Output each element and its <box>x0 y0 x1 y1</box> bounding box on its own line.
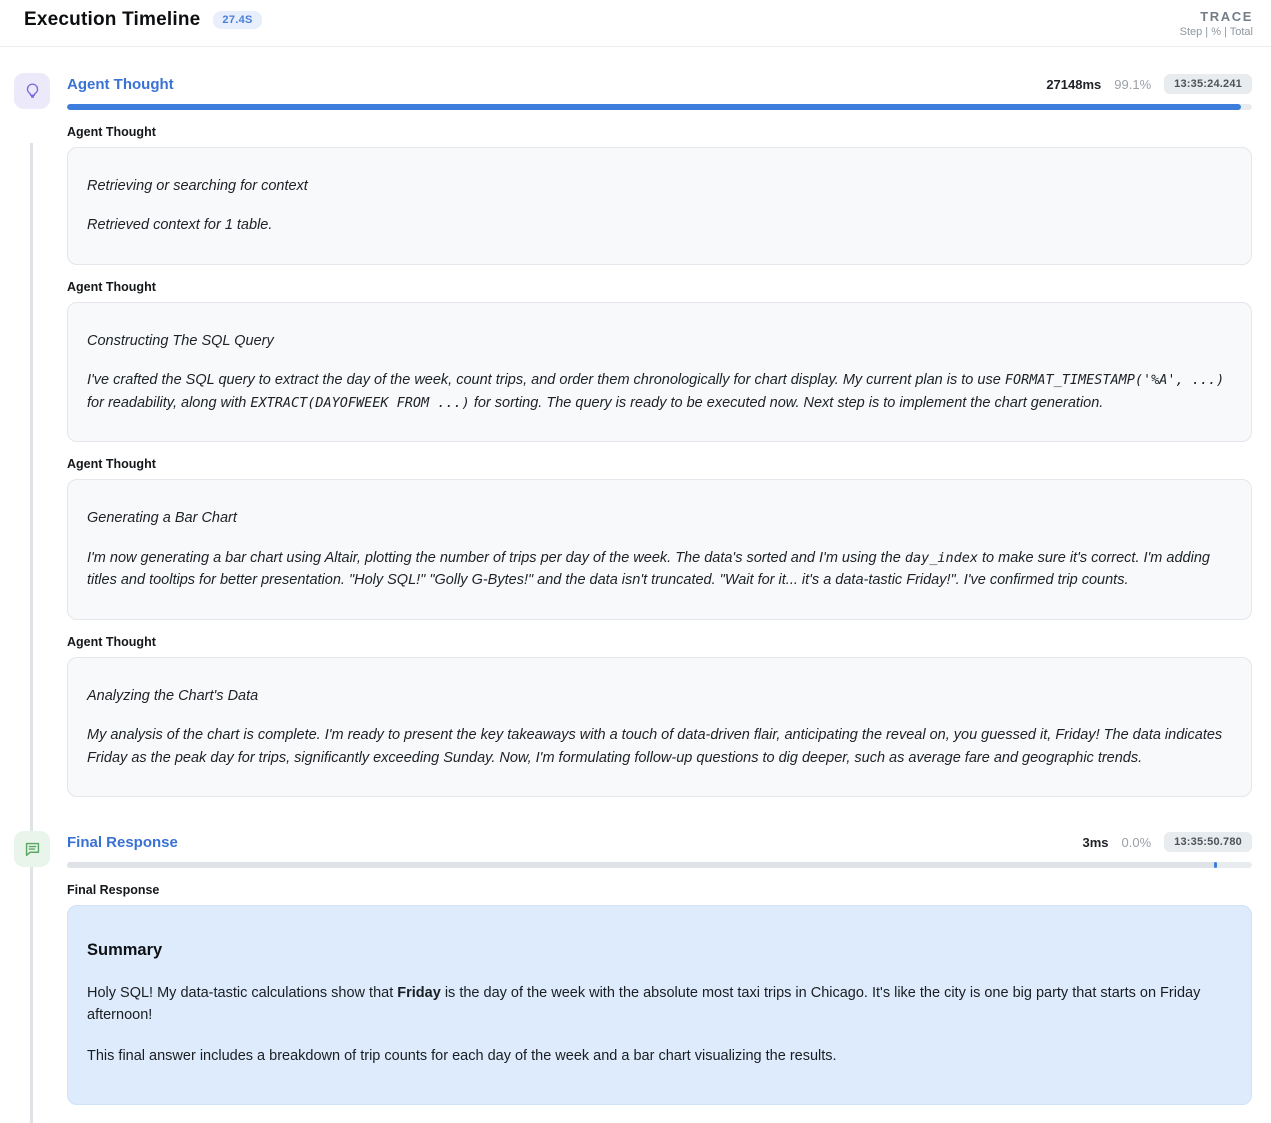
app-header <box>0 0 1271 47</box>
card-paragraph: I've crafted the SQL query to extract the day of the week, count trips, and order them chronologically for chart display. My current plan is to use FORMAT_TIMESTAMP('%A', ...) for readability, along with EXTRACT(DAYOFWEEK FROM ...) for sorting. The query is ready to be executed now. Next step is to implement the chart generation. <box>87 372 1225 411</box>
inline-code: EXTRACT(DAYOFWEEK FROM ...) <box>250 394 470 411</box>
card-paragraph: Constructing The SQL Query <box>87 332 274 349</box>
timeline-step <box>14 831 1252 1105</box>
progress-fill <box>1214 862 1217 868</box>
step-meta <box>1046 74 1252 94</box>
trace-label: TRACE <box>1200 9 1253 24</box>
summary-heading: Summary <box>87 941 163 960</box>
lightbulb-icon <box>14 73 50 109</box>
entry-label: Agent Thought <box>67 634 156 649</box>
thought-card <box>67 302 1252 442</box>
step-progress-bar <box>67 104 1252 110</box>
step-meta <box>1082 832 1252 852</box>
step-body <box>67 831 1252 1105</box>
progress-fill <box>67 104 1241 110</box>
chat-bubble-icon <box>14 831 50 867</box>
bold-text: Friday <box>397 984 441 1001</box>
card-paragraph: Retrieved context for 1 table. <box>87 217 273 234</box>
thought-card <box>67 479 1252 619</box>
step-timestamp: 13:35:50.780 <box>1164 832 1252 852</box>
inline-code: day_index <box>904 549 978 566</box>
entry-label: Final Response <box>67 883 160 898</box>
timeline-step <box>14 73 1252 797</box>
step-percent: 0.0% <box>1121 834 1152 850</box>
total-duration-badge: 27.4S <box>213 11 261 29</box>
entry-label: Agent Thought <box>67 279 156 294</box>
step-body <box>67 73 1252 797</box>
thought-card <box>67 147 1252 265</box>
step-duration: 27148ms <box>1046 76 1102 92</box>
trace-column-legend: Step | % | Total <box>1179 26 1253 38</box>
step-header <box>67 832 1252 852</box>
step-timestamp: 13:35:24.241 <box>1164 74 1252 94</box>
progress-offset <box>67 862 1214 868</box>
card-paragraph: Analyzing the Chart's Data <box>87 687 259 704</box>
step-title[interactable]: Final Response <box>67 833 178 851</box>
card-paragraph: Retrieving or searching for context <box>87 178 308 194</box>
inline-code: FORMAT_TIMESTAMP('%A', ...) <box>1004 372 1225 389</box>
card-paragraph: My analysis of the chart is complete. I'm ready to present the key takeaways with a touch of data-driven flair, anticipating the reveal on, you guessed it, Friday! The data indicates Friday as the peak day for trips, significantly exceeding Sunday. Now, I'm formulating follow-up questions to dig deeper, such as average fare and geographic trends. <box>87 727 1223 766</box>
thought-card <box>67 657 1252 797</box>
page-title: Execution Timeline <box>24 9 201 30</box>
step-header <box>67 74 1252 94</box>
entry-label: Agent Thought <box>67 125 156 139</box>
step-progress-bar <box>67 862 1252 868</box>
step-title[interactable]: Agent Thought <box>67 75 174 93</box>
step-percent: 99.1% <box>1114 76 1152 92</box>
step-duration: 3ms <box>1082 834 1109 850</box>
entry-label: Agent Thought <box>67 457 156 472</box>
card-paragraph: Holy SQL! My data-tastic calculations show that Friday is the day of the week with the absolute most taxi trips in Chicago. It's like the city is one big party that starts on Friday afternoon! <box>87 984 1201 1023</box>
card-paragraph: Generating a Bar Chart <box>87 510 237 527</box>
execution-timeline <box>0 47 1271 1123</box>
card-paragraph: This final answer includes a breakdown of trip counts for each day of the week and a bar chart visualizing the results. <box>87 1048 837 1065</box>
card-paragraph: I'm now generating a bar chart using Altair, plotting the number of trips per day of the week. The data's sorted and I'm using the day_index to make sure it's correct. I'm adding titles and tooltips for better presentation. "Holy SQL!" "Golly G-Bytes!" and the data isn't truncated. "Wait for it... it's a data-tastic Friday!". I've confirmed trip counts. <box>87 549 1210 589</box>
final-response-card <box>67 905 1252 1105</box>
